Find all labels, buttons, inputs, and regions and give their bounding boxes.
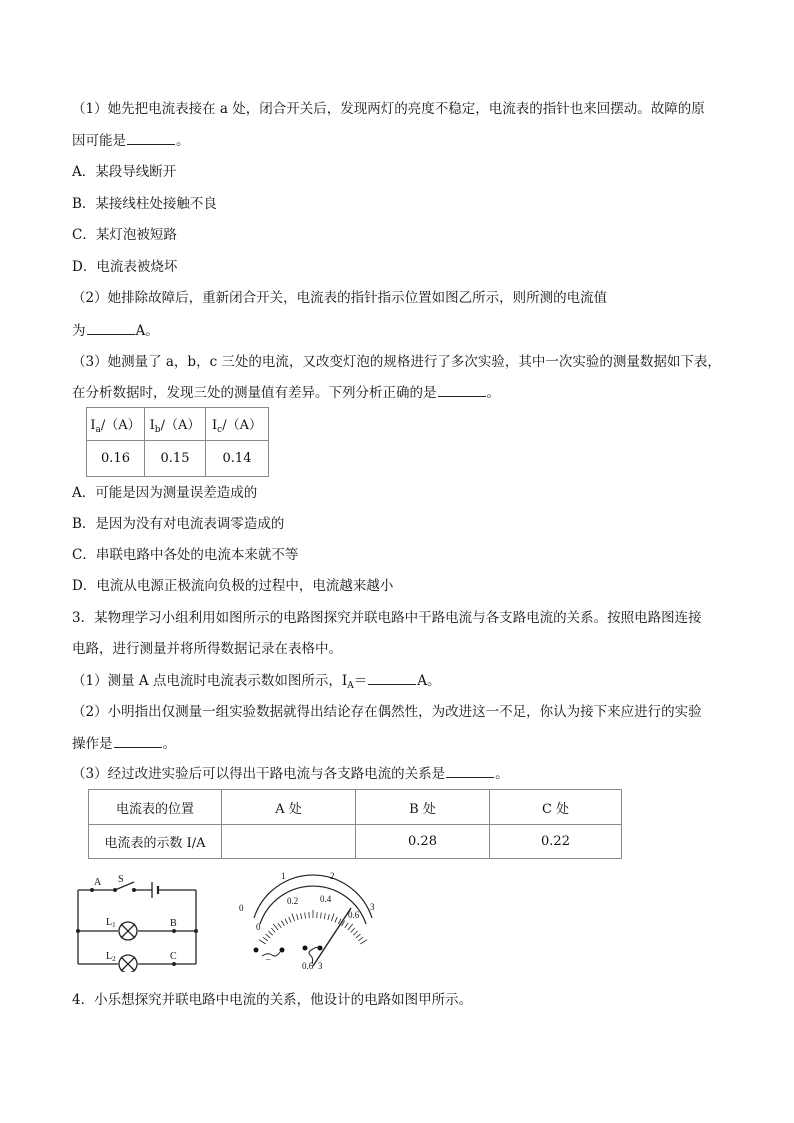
q3-p3: （3）经过改进实验后可以得出干路电流与各支路电流的关系是 。: [72, 763, 509, 784]
dial-tick: [348, 924, 353, 930]
answer-blank[interactable]: [127, 130, 175, 145]
current-table-abc: [86, 407, 269, 477]
q3-p2-line2: 操作是 。: [72, 733, 176, 754]
value-ib: 0.15: [145, 441, 206, 477]
svg-text:1: 1: [281, 871, 286, 881]
svg-text:0: 0: [239, 903, 244, 913]
table2-value-a[interactable]: [222, 825, 356, 859]
option-a: A．某段导线断开: [72, 164, 177, 180]
svg-text:L2: $L_2$: [106, 951, 116, 963]
dial-tick: [268, 931, 272, 935]
parallel-circuit-diagram: [70, 872, 210, 972]
dial-tick: [331, 914, 334, 922]
dial-tick: [259, 940, 266, 944]
q4-line1: 4．小乐想探究并联电路中电流的关系，他设计的电路如图甲所示。: [72, 992, 473, 1008]
dial-tick: [356, 934, 361, 938]
svg-text:0.2: 0.2: [287, 896, 299, 906]
svg-text:0.6: 0.6: [348, 910, 360, 920]
svg-text:–: –: [266, 954, 271, 964]
q2-p1-line2: 因可能是 。: [72, 130, 190, 151]
dial-tick: [345, 923, 348, 928]
dial-tick: [281, 921, 284, 926]
table2-header-position: 电流表的位置: [89, 790, 222, 825]
terminal-06-icon: [303, 946, 308, 951]
table2-value-c: 0.22: [490, 825, 622, 859]
table2-label-reading: 电流表的示数 I/A: [89, 825, 222, 859]
current-table-parallel: [88, 789, 622, 859]
table2-header-c: C 处: [490, 790, 622, 825]
svg-text:L1: $L_1$: [106, 917, 116, 929]
dial-tick: [335, 917, 337, 923]
answer-blank[interactable]: [368, 670, 416, 685]
dial-tick: [266, 934, 271, 938]
value-ic: 0.14: [206, 441, 269, 477]
dial-tick: [297, 914, 299, 920]
svg-text:B: B: [170, 918, 177, 929]
option-b: B．是因为没有对电流表调零造成的: [72, 516, 285, 532]
option-c: C．串联电路中各处的电流本来就不等: [72, 547, 299, 563]
svg-text:3: 3: [318, 961, 323, 971]
svg-text:S: S: [118, 874, 124, 885]
svg-text:0.6: 0.6: [302, 961, 314, 971]
answer-blank[interactable]: [87, 320, 135, 335]
dial-tick: [278, 923, 281, 928]
q2-p3-line1: （3）她测量了 a，b，c 三处的电流，又改变灯泡的规格进行了多次实验，其中一次实验的测量数据如下表，: [72, 354, 721, 370]
needle-icon: [313, 908, 351, 966]
dial-tick: [285, 919, 288, 924]
dial-tick: [289, 917, 291, 923]
header-ia: $I_a/(A)$: [87, 408, 145, 441]
table2-header-a: A 处: [222, 790, 356, 825]
dial-tick: [305, 913, 306, 919]
dial-tick: [271, 928, 275, 932]
dial-tick: [301, 913, 302, 919]
dial-tick: [324, 913, 325, 919]
q2-p3-line2: 在分析数据时，发现三处的测量值有差异。下列分析正确的是 。: [72, 382, 500, 403]
dial-tick: [273, 924, 278, 930]
option-b: B．某接线柱处接触不良: [72, 196, 217, 212]
answer-blank[interactable]: [446, 763, 494, 778]
q3-intro-line1: 3．某物理学习小组利用如图所示的电路图探究并联电路中干路电流与各支路电流的关系。按照电路图连接: [72, 610, 702, 626]
option-a: A．可能是因为测量误差造成的: [72, 485, 258, 501]
svg-text:3: 3: [370, 902, 375, 912]
table2-value-b: 0.28: [356, 825, 490, 859]
dial-tick: [351, 928, 355, 932]
terminal-negative-icon: [254, 948, 259, 953]
dial-tick: [292, 914, 295, 922]
svg-text:2: 2: [330, 871, 335, 881]
value-ia: 0.16: [87, 441, 145, 477]
svg-text:C: C: [170, 951, 177, 962]
option-d: D．电流表被烧坏: [72, 259, 178, 275]
answer-blank[interactable]: [438, 382, 486, 397]
q3-p1: （1）测量 A 点电流时电流表示数如图所示，$I_A= A$。: [72, 670, 441, 696]
q3-intro-line2: 电路，进行测量并将所得数据记录在表格中。: [72, 641, 342, 657]
q2-p2-line2: 为 A。: [72, 320, 159, 341]
option-d: D．电流从电源正极流向负极的过程中，电流越来越小: [72, 578, 394, 594]
svg-text:0.4: 0.4: [320, 894, 332, 904]
dial-tick: [320, 913, 321, 919]
q2-p2-line1: （2）她排除故障后，重新闭合开关，电流表的指针指示位置如图乙所示，则所测的电流值: [72, 290, 608, 306]
option-c: C．某灯泡被短路: [72, 227, 177, 243]
ammeter-dial: [234, 866, 384, 972]
answer-blank[interactable]: [114, 733, 162, 748]
q3-p2-line1: （2）小明指出仅测量一组实验数据就得出结论存在偶然性，为改进这一不足，你认为接下来应进行的实验: [72, 704, 702, 720]
terminal-neg-post-icon: [280, 948, 285, 953]
dial-tick: [328, 914, 330, 920]
q2-p1-line1: （1）她先把电流表接在 a 处，闭合开关后，发现两灯的亮度不稳定，电流表的指针也来回摆动。故障的原: [72, 101, 705, 117]
dial-tick: [358, 937, 363, 941]
dial-tick: [360, 940, 367, 944]
dial-tick: [263, 937, 268, 941]
dial-tick: [353, 931, 357, 935]
header-ic: $I_c/(A)$: [206, 408, 269, 441]
svg-text:0: 0: [256, 922, 261, 932]
header-ib: $I_b/(A)$: [145, 408, 206, 441]
table2-header-b: B 处: [356, 790, 490, 825]
svg-text:A: A: [94, 877, 102, 888]
